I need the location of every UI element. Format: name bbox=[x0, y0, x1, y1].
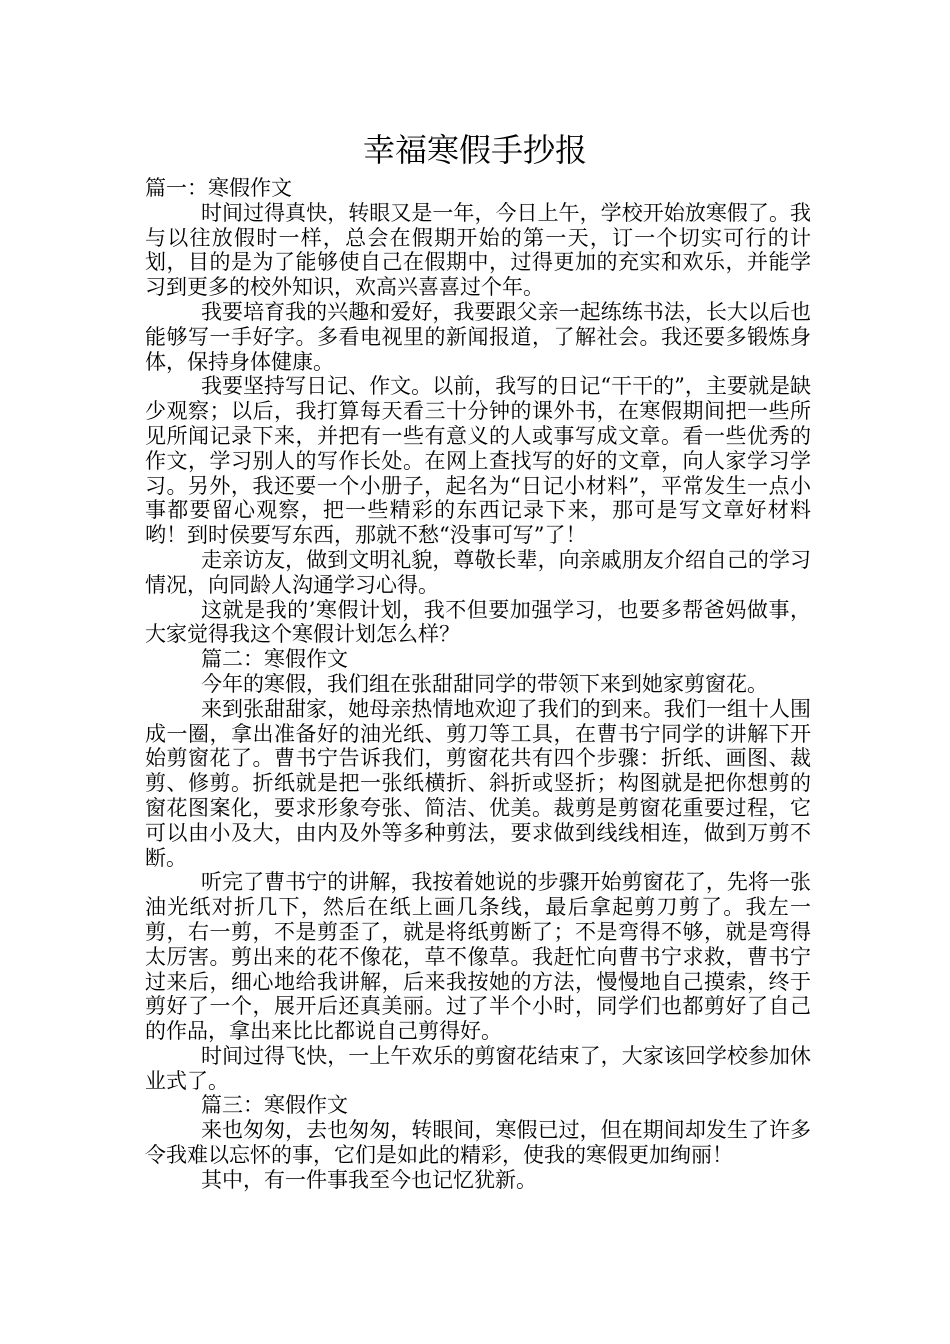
paragraph: 听完了曹书宁的讲解，我按着她说的步骤开始剪窗花了，先将一张油光纸对折几下，然后在纸上画几条线，最后拿起剪刀剪了。我左一剪，右一剪，不是剪歪了，就是将纸剪断了；不是弯得不够，就是弯得太厉害。剪出来的花不像花，草不像草。我赶忙向曹书宁求救，曹书宁过来后，细心地给我讲解，后来我按她的方法，慢慢地自己摸索，终于剪好了一个，展开后还真美丽。过了半个小时，同学们也都剪好了自己的作品，拿出来比比都说自己剪得好。 bbox=[145, 870, 811, 1044]
paragraph: 这就是我的’寒假计划，我不但要加强学习，也要多帮爸妈做事，大家觉得我这个寒假计划怎么样？ bbox=[145, 597, 811, 647]
paragraph: 我要培育我的兴趣和爱好，我要跟父亲一起练练书法，长大以后也能够写一手好字。多看电视里的新闻报道，了解社会。我还要多锻炼身体，保持身体健康。 bbox=[145, 299, 811, 374]
paragraph: 时间过得飞快，一上午欢乐的剪窗花结束了，大家该回学校参加休业式了。 bbox=[145, 1043, 811, 1093]
paragraph: 来到张甜甜家，她母亲热情地欢迎了我们的到来。我们一组十人围成一圈，拿出准备好的油光纸、剪刀等工具，在曹书宁同学的讲解下开始剪窗花了。曹书宁告诉我们，剪窗花共有四个步骤：折纸、画图、裁剪、修剪。折纸就是把一张纸横折、斜折或竖折；构图就是把你想剪的窗花图案化，要求形象夸张、简洁、优美。裁剪是剪窗花重要过程，它可以由小及大，由内及外等多种剪法，要求做到线线相连，做到万剪不断。 bbox=[145, 696, 811, 870]
paragraph: 我要坚持写日记、作文。以前，我写的日记“干干的”，主要就是缺少观察；以后，我打算每天看三十分钟的课外书，在寒假期间把一些所见所闻记录下来，并把有一些有意义的人或事写成文章。看一些优秀的作文，学习别人的写作长处。在网上查找写的好的文章，向人家学习学习。另外，我还要一个小册子，起名为“日记小材料”，平常发生一点小事都要留心观察，把一些精彩的东西记录下来，那可是写文章好材料哟！到时侯要写东西，那就不愁“没事可写”了！ bbox=[145, 374, 811, 548]
paragraph: 时间过得真快，转眼又是一年，今日上午，学校开始放寒假了。我与以往放假时一样，总会在假期开始的第一天，订一个切实可行的计划，目的是为了能够使自己在假期中，过得更加的充实和欢乐，并能学习到更多的校外知识，欢高兴喜喜过个年。 bbox=[145, 200, 811, 300]
paragraph: 走亲访友，做到文明礼貌，尊敬长辈，向亲戚朋友介绍自己的学习情况，向同龄人沟通学习心得。 bbox=[145, 547, 811, 597]
section-heading: 篇三：寒假作文 bbox=[201, 1093, 348, 1118]
paragraph: 今年的寒假，我们组在张甜甜同学的带领下来到她家剪窗花。 bbox=[201, 671, 768, 696]
section-heading: 篇一：寒假作文 bbox=[145, 176, 292, 200]
document-title: 幸福寒假手抄报 bbox=[362, 131, 587, 169]
paragraph: 其中，有一件事我至今也记忆犹新。 bbox=[201, 1167, 537, 1192]
document-body bbox=[145, 176, 811, 1193]
section-heading: 篇二：寒假作文 bbox=[201, 647, 348, 672]
paragraph: 来也匆匆，去也匆匆，转眼间，寒假已过，但在期间却发生了许多令我难以忘怀的事，它们是如此的精彩，使我的寒假更加绚丽！ bbox=[145, 1118, 811, 1168]
